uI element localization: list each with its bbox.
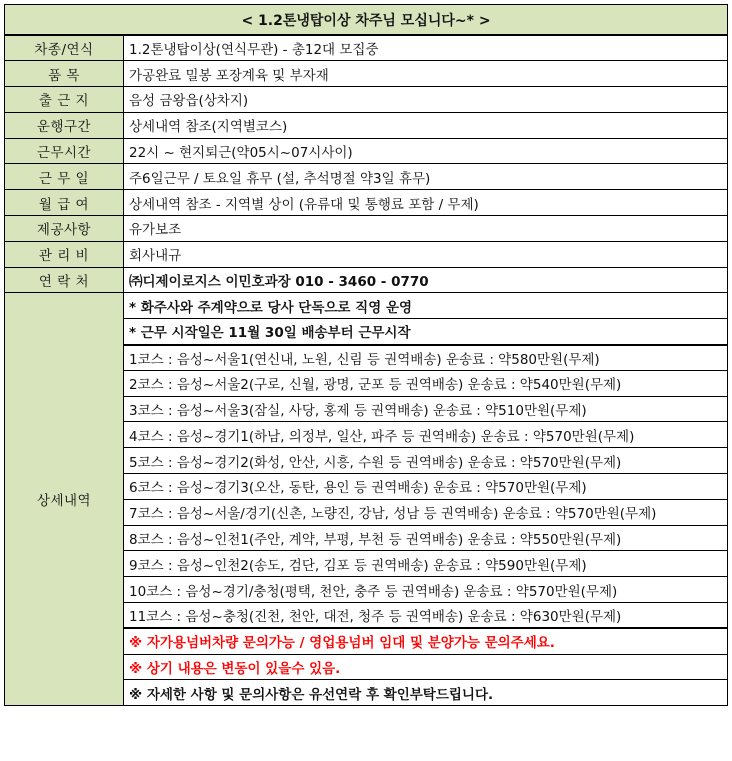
row-label: 출 근 지: [5, 87, 124, 113]
info-row: [5, 164, 728, 190]
row-value: 음성 금왕읍(상차지): [124, 87, 728, 113]
row-label: 제공사항: [5, 216, 124, 242]
info-row: [5, 216, 728, 242]
course-line: 10코스 : 음성~경기/충청(평택, 천안, 충주 등 권역배송) 운송료 : 약570만원(무제): [124, 577, 728, 603]
course-line: 5코스 : 음성~경기2(화성, 안산, 시흥, 수원 등 권역배송) 운송료 : 약570만원(무제): [124, 448, 728, 474]
info-row: [5, 87, 728, 113]
course-line: 7코스 : 음성~서울/경기(신촌, 노량진, 강남, 성남 등 권역배송) 운송료 : 약570만원(무제): [124, 499, 728, 525]
row-label: 근 무 일: [5, 164, 124, 190]
title-row: [5, 5, 728, 36]
final-note: ※ 자세한 사항 및 문의사항은 유선연락 후 확인부탁드립니다.: [124, 680, 728, 706]
warning-line: ※ 상기 내용은 변동이 있을수 있음.: [124, 654, 728, 680]
info-row: [5, 241, 728, 267]
row-value: 유가보조: [124, 216, 728, 242]
row-label: 운행구간: [5, 112, 124, 138]
page-title: < 1.2톤냉탑이상 차주님 모십니다~* >: [5, 5, 728, 36]
row-label: 근무시간: [5, 138, 124, 164]
course-line: 2코스 : 음성~서울2(구로, 신월, 광명, 군포 등 권역배송) 운송료 : 약540만원(무제): [124, 370, 728, 396]
note-line: * 근무 시작일은 11월 30일 배송부터 근무시작: [124, 319, 728, 345]
course-line: 3코스 : 음성~서울3(잠실, 사당, 홍제 등 권역배송) 운송료 : 약510만원(무제): [124, 396, 728, 422]
course-line: 11코스 : 음성~충청(진천, 천안, 대전, 청주 등 권역배송) 운송료 : 약630만원(무제): [124, 603, 728, 629]
course-line: 1코스 : 음성~서울1(연신내, 노원, 신림 등 권역배송) 운송료 : 약580만원(무제): [124, 345, 728, 371]
row-value: 상세내역 참조(지역별코스): [124, 112, 728, 138]
row-value: 22시 ~ 현지퇴근(약05시~07시사이): [124, 138, 728, 164]
row-value: 상세내역 참조 - 지역별 상이 (유류대 및 통행료 포함 / 무제): [124, 190, 728, 216]
course-line: 8코스 : 음성~인천1(주안, 계약, 부평, 부천 등 권역배송) 운송료 : 약550만원(무제): [124, 525, 728, 551]
details-row: [5, 293, 728, 319]
info-row: [5, 61, 728, 87]
row-value: 가공완료 밀봉 포장계육 및 부자재: [124, 61, 728, 87]
course-line: 4코스 : 음성~경기1(하남, 의정부, 일산, 파주 등 권역배송) 운송료 : 약570만원(무제): [124, 422, 728, 448]
warning-line: ※ 자가용넘버차량 문의가능 / 영업용넘버 임대 및 분양가능 문의주세요.: [124, 628, 728, 654]
contact-value: ㈜디제이로지스 이민호과장 010 - 3460 - 0770: [124, 267, 728, 293]
row-label: 연 락 처: [5, 267, 124, 293]
row-label: 차종/연식: [5, 35, 124, 61]
info-row: [5, 35, 728, 61]
row-label: 품 목: [5, 61, 124, 87]
note-line: * 화주사와 주계약으로 당사 단독으로 직영 운영: [124, 293, 728, 319]
info-row: [5, 190, 728, 216]
info-row: [5, 267, 728, 293]
info-row: [5, 138, 728, 164]
row-value: 회사내규: [124, 241, 728, 267]
row-label: 관 리 비: [5, 241, 124, 267]
job-posting-table: [4, 4, 728, 706]
course-line: 9코스 : 음성~인천2(송도, 검단, 김포 등 권역배송) 운송료 : 약590만원(무제): [124, 551, 728, 577]
info-row: [5, 112, 728, 138]
details-label: 상세내역: [5, 293, 124, 706]
row-value: 주6일근무 / 토요일 휴무 (설, 추석명절 약3일 휴무): [124, 164, 728, 190]
course-line: 6코스 : 음성~경기3(오산, 동탄, 용인 등 권역배송) 운송료 : 약570만원(무제): [124, 474, 728, 500]
row-value: 1.2톤냉탑이상(연식무관) - 총12대 모집중: [124, 35, 728, 61]
row-label: 월 급 여: [5, 190, 124, 216]
